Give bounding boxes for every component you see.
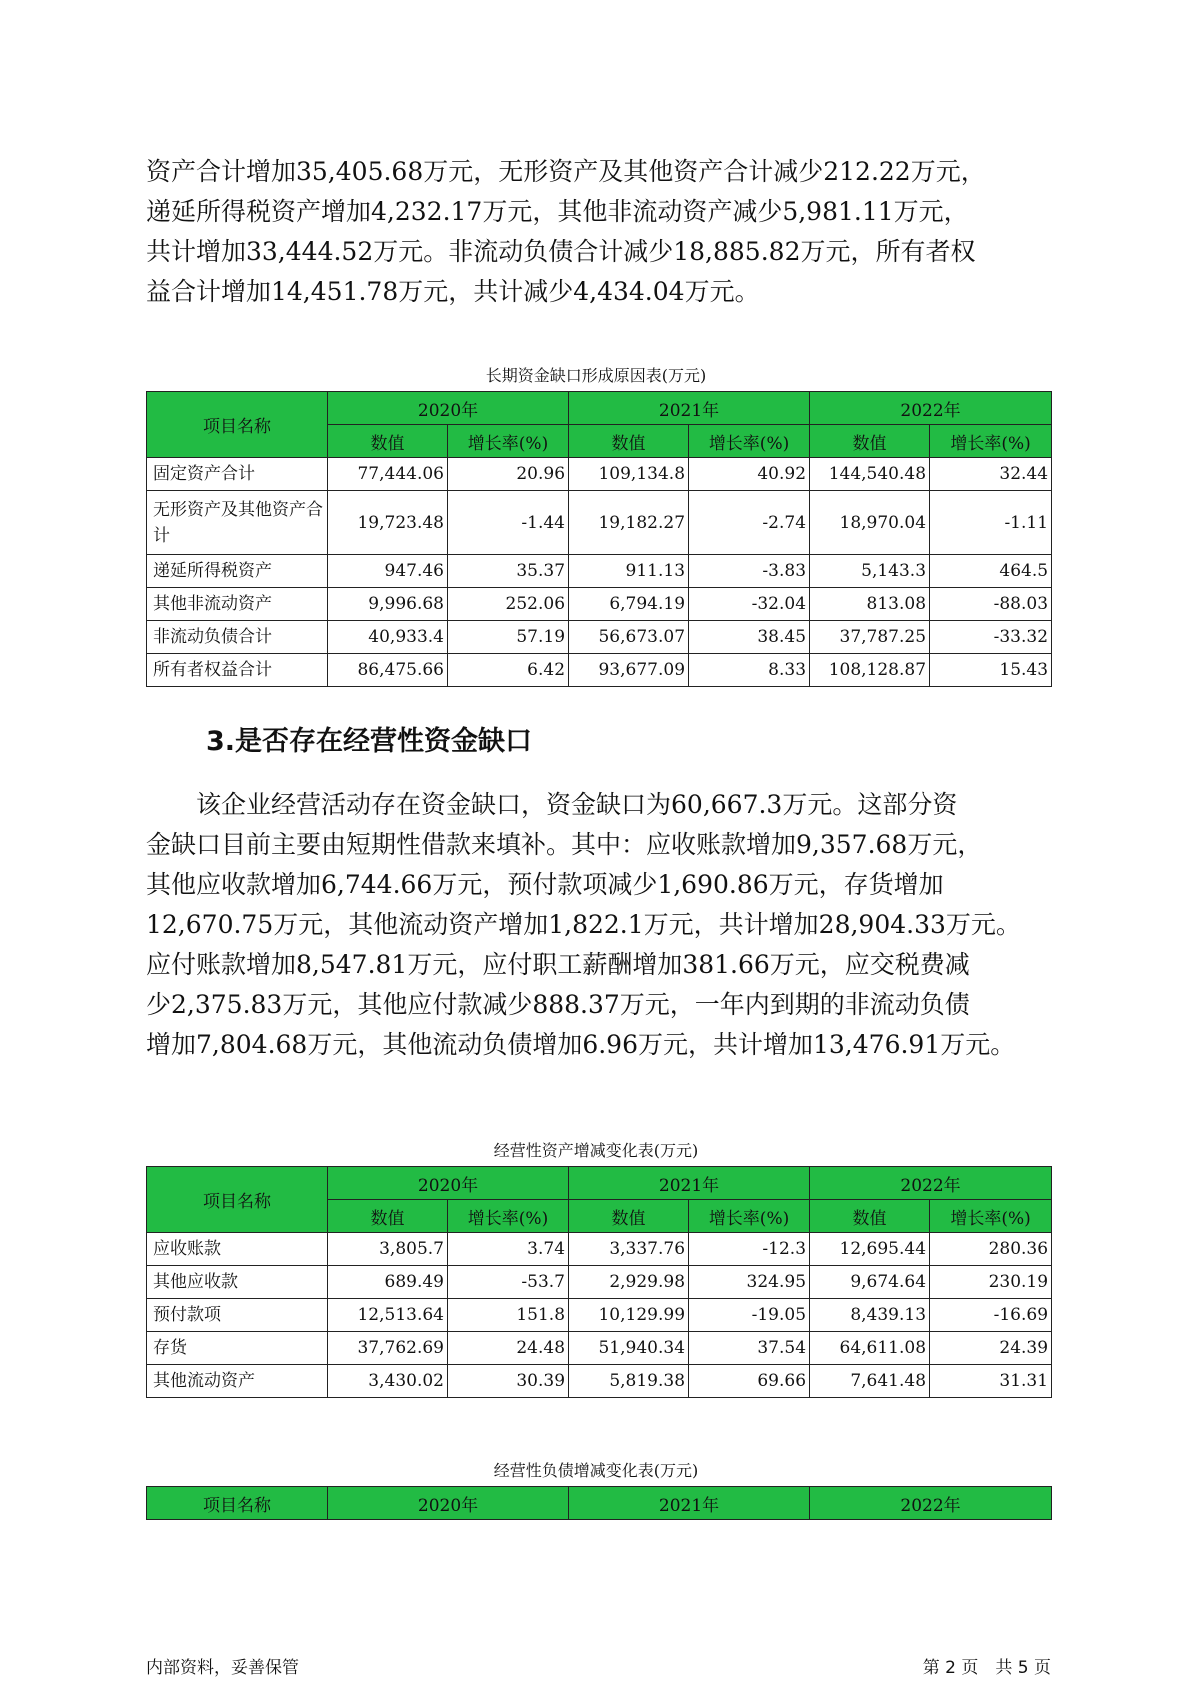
cell-value: 18,970.04	[810, 491, 930, 555]
cell-value: 7,641.48	[810, 1365, 930, 1398]
operating-assets-table	[146, 1166, 1052, 1398]
cell-value: 3,805.7	[328, 1233, 448, 1266]
cell-growth: -1.44	[448, 491, 569, 555]
cell-growth: 151.8	[448, 1299, 569, 1332]
row-label: 其他应收款	[147, 1266, 328, 1299]
cell-value: 3,337.76	[569, 1233, 689, 1266]
table-row	[147, 588, 1052, 621]
item-name-header: 项目名称	[147, 392, 328, 458]
cell-value: 86,475.66	[328, 654, 448, 687]
cell-value: 813.08	[810, 588, 930, 621]
cell-value: 689.49	[328, 1266, 448, 1299]
year-header: 2022年	[810, 392, 1052, 425]
cell-growth: 324.95	[689, 1266, 810, 1299]
cell-growth: 69.66	[689, 1365, 810, 1398]
cell-growth: 280.36	[930, 1233, 1052, 1266]
paragraph-line: 少2,375.83万元，其他应付款减少888.37万元，一年内到期的非流动负债	[146, 990, 970, 1019]
cell-value: 911.13	[569, 555, 689, 588]
cell-growth: -12.3	[689, 1233, 810, 1266]
year-header: 2021年	[569, 392, 810, 425]
cell-growth: 37.54	[689, 1332, 810, 1365]
table-row	[147, 1365, 1052, 1398]
paragraph-line: 该企业经营活动存在资金缺口，资金缺口为60,667.3万元。这部分资	[146, 790, 958, 819]
cell-growth: -33.32	[930, 621, 1052, 654]
long-term-funding-gap-table	[146, 391, 1052, 687]
value-header: 数值	[810, 425, 930, 458]
cell-value: 947.46	[328, 555, 448, 588]
cell-growth: 252.06	[448, 588, 569, 621]
paragraph-line: 12,670.75万元，其他流动资产增加1,822.1万元，共计增加28,904.33万元。	[146, 910, 1021, 939]
cell-growth: 32.44	[930, 458, 1052, 491]
growth-rate-header: 增长率(%)	[448, 1200, 569, 1233]
cell-value: 19,182.27	[569, 491, 689, 555]
year-header: 2021年	[569, 1167, 810, 1200]
cell-growth: -88.03	[930, 588, 1052, 621]
cell-value: 9,996.68	[328, 588, 448, 621]
table-row	[147, 621, 1052, 654]
cell-growth: -16.69	[930, 1299, 1052, 1332]
section-heading: 3.是否存在经营性资金缺口	[206, 726, 533, 757]
year-header: 2020年	[328, 392, 569, 425]
growth-rate-header: 增长率(%)	[448, 425, 569, 458]
cell-value: 77,444.06	[328, 458, 448, 491]
cell-growth: 15.43	[930, 654, 1052, 687]
cell-value: 108,128.87	[810, 654, 930, 687]
cell-value: 8,439.13	[810, 1299, 930, 1332]
cell-value: 12,695.44	[810, 1233, 930, 1266]
paragraph-line: 资产合计增加35,405.68万元，无形资产及其他资产合计减少212.22万元，	[146, 157, 986, 186]
footer-confidential-note: 内部资料，妥善保管	[146, 1658, 299, 1678]
footer-page-number: 第 2 页 共 5 页	[922, 1658, 1051, 1678]
growth-rate-header: 增长率(%)	[930, 425, 1052, 458]
value-header: 数值	[569, 425, 689, 458]
cell-value: 37,787.25	[810, 621, 930, 654]
cell-value: 9,674.64	[810, 1266, 930, 1299]
paragraph-2	[146, 785, 1046, 1065]
cell-value: 109,134.8	[569, 458, 689, 491]
paragraph-line: 递延所得税资产增加4,232.17万元，其他非流动资产减少5,981.11万元，	[146, 197, 969, 226]
cell-growth: -32.04	[689, 588, 810, 621]
cell-growth: 24.39	[930, 1332, 1052, 1365]
paragraph-1	[146, 152, 1046, 312]
cell-growth: 230.19	[930, 1266, 1052, 1299]
cell-growth: 24.48	[448, 1332, 569, 1365]
table-row	[147, 555, 1052, 588]
cell-value: 144,540.48	[810, 458, 930, 491]
cell-growth: 31.31	[930, 1365, 1052, 1398]
row-label: 其他流动资产	[147, 1365, 328, 1398]
paragraph-line: 金缺口目前主要由短期性借款来填补。其中：应收账款增加9,357.68万元，	[146, 830, 983, 859]
cell-growth: 20.96	[448, 458, 569, 491]
row-label: 无形资产及其他资产合计	[147, 491, 328, 555]
cell-growth: 464.5	[930, 555, 1052, 588]
growth-rate-header: 增长率(%)	[930, 1200, 1052, 1233]
item-name-header: 项目名称	[147, 1487, 328, 1520]
table-1-caption: 长期资金缺口形成原因表(万元)	[485, 366, 707, 385]
cell-value: 6,794.19	[569, 588, 689, 621]
cell-value: 51,940.34	[569, 1332, 689, 1365]
cell-value: 19,723.48	[328, 491, 448, 555]
cell-value: 12,513.64	[328, 1299, 448, 1332]
cell-growth: -2.74	[689, 491, 810, 555]
row-label: 预付款项	[147, 1299, 328, 1332]
row-label: 非流动负债合计	[147, 621, 328, 654]
year-header: 2020年	[328, 1167, 569, 1200]
cell-value: 10,129.99	[569, 1299, 689, 1332]
cell-growth: -53.7	[448, 1266, 569, 1299]
paragraph-line: 共计增加33,444.52万元。非流动负债合计减少18,885.82万元，所有者权	[146, 237, 976, 266]
value-header: 数值	[810, 1200, 930, 1233]
table-2-caption: 经营性资产增减变化表(万元)	[493, 1141, 699, 1160]
value-header: 数值	[328, 425, 448, 458]
cell-growth: -19.05	[689, 1299, 810, 1332]
growth-rate-header: 增长率(%)	[689, 1200, 810, 1233]
cell-value: 5,143.3	[810, 555, 930, 588]
year-header: 2021年	[569, 1487, 810, 1520]
operating-liabilities-table	[146, 1486, 1052, 1520]
table-row	[147, 458, 1052, 491]
table-3-caption: 经营性负债增减变化表(万元)	[493, 1461, 699, 1480]
table-row	[147, 1332, 1052, 1365]
paragraph-line: 增加7,804.68万元，其他流动负债增加6.96万元，共计增加13,476.91万元。	[146, 1030, 1016, 1059]
row-label: 存货	[147, 1332, 328, 1365]
year-header: 2022年	[810, 1167, 1052, 1200]
growth-rate-header: 增长率(%)	[689, 425, 810, 458]
cell-value: 56,673.07	[569, 621, 689, 654]
cell-growth: -3.83	[689, 555, 810, 588]
table-row	[147, 1266, 1052, 1299]
cell-growth: 38.45	[689, 621, 810, 654]
cell-value: 37,762.69	[328, 1332, 448, 1365]
value-header: 数值	[328, 1200, 448, 1233]
table-row	[147, 654, 1052, 687]
cell-growth: 6.42	[448, 654, 569, 687]
row-label: 所有者权益合计	[147, 654, 328, 687]
row-label: 递延所得税资产	[147, 555, 328, 588]
cell-value: 64,611.08	[810, 1332, 930, 1365]
cell-growth: 30.39	[448, 1365, 569, 1398]
cell-value: 5,819.38	[569, 1365, 689, 1398]
table-row	[147, 1233, 1052, 1266]
item-name-header: 项目名称	[147, 1167, 328, 1233]
cell-growth: 3.74	[448, 1233, 569, 1266]
paragraph-line: 益合计增加14,451.78万元，共计减少4,434.04万元。	[146, 277, 760, 306]
cell-value: 40,933.4	[328, 621, 448, 654]
table-row	[147, 1299, 1052, 1332]
value-header: 数值	[569, 1200, 689, 1233]
cell-value: 93,677.09	[569, 654, 689, 687]
year-header: 2022年	[810, 1487, 1052, 1520]
cell-value: 2,929.98	[569, 1266, 689, 1299]
cell-growth: 35.37	[448, 555, 569, 588]
cell-growth: 40.92	[689, 458, 810, 491]
year-header: 2020年	[328, 1487, 569, 1520]
cell-growth: -1.11	[930, 491, 1052, 555]
paragraph-line: 其他应收款增加6,744.66万元，预付款项减少1,690.86万元，存货增加	[146, 870, 944, 899]
paragraph-line: 应付账款增加8,547.81万元，应付职工薪酬增加381.66万元，应交税费减	[146, 950, 970, 979]
cell-growth: 57.19	[448, 621, 569, 654]
row-label: 应收账款	[147, 1233, 328, 1266]
row-label: 固定资产合计	[147, 458, 328, 491]
cell-growth: 8.33	[689, 654, 810, 687]
row-label: 其他非流动资产	[147, 588, 328, 621]
table-row	[147, 491, 1052, 555]
cell-value: 3,430.02	[328, 1365, 448, 1398]
